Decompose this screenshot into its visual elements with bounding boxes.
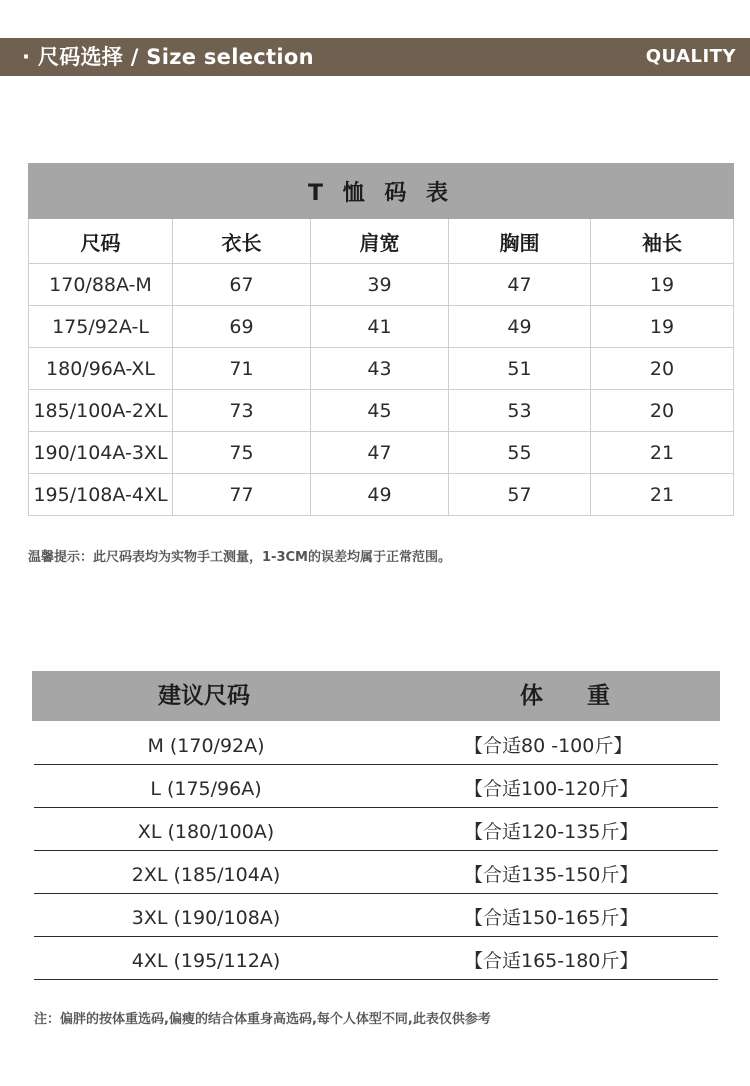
table-row (29, 432, 734, 474)
measurement-note: 温馨提示：此尺码表均为实物手工测量，1-3CM的误差均属于正常范围。 (28, 550, 451, 565)
cell-chest: 55 (449, 432, 591, 474)
cell-chest: 57 (449, 474, 591, 516)
list-item (34, 808, 718, 851)
header-sleeve: 袖长 (591, 219, 734, 264)
table-row (29, 474, 734, 516)
size-table-caption: T 恤 码 表 (29, 164, 734, 219)
cell-sleeve: 21 (591, 432, 734, 474)
recommend-size: L (175/96A) (150, 778, 262, 800)
cell-sleeve: 20 (591, 390, 734, 432)
list-item (34, 894, 718, 937)
cell-size: 180/96A-XL (29, 348, 173, 390)
recommend-weight: 【合适150-165斤】 (464, 907, 639, 929)
quality-label: QUALITY (645, 46, 736, 67)
cell-length: 71 (173, 348, 311, 390)
cell-shoulder: 45 (311, 390, 449, 432)
cell-sleeve: 19 (591, 306, 734, 348)
cell-sleeve: 19 (591, 264, 734, 306)
list-item (34, 722, 718, 765)
weight-note: 注：偏胖的按体重选码,偏瘦的结合体重身高选码,每个人体型不同,此表仅供参考 (34, 1012, 491, 1027)
cell-chest: 49 (449, 306, 591, 348)
cell-size: 185/100A-2XL (29, 390, 173, 432)
recommend-size: 2XL (185/104A) (131, 864, 281, 886)
table-row (29, 264, 734, 306)
cell-sleeve: 20 (591, 348, 734, 390)
cell-shoulder: 39 (311, 264, 449, 306)
header-shoulder: 肩宽 (311, 219, 449, 264)
cell-length: 73 (173, 390, 311, 432)
recommend-size: 3XL (190/108A) (131, 907, 281, 929)
cell-sleeve: 21 (591, 474, 734, 516)
header-length: 衣长 (173, 219, 311, 264)
recommend-size: XL (180/100A) (137, 821, 275, 843)
cell-shoulder: 47 (311, 432, 449, 474)
size-table-header-row (29, 219, 734, 264)
recommend-weight: 【合适80 -100斤】 (464, 735, 633, 757)
cell-length: 67 (173, 264, 311, 306)
cell-size: 170/88A-M (29, 264, 173, 306)
cell-length: 77 (173, 474, 311, 516)
list-item (34, 851, 718, 894)
cell-size: 175/92A-L (29, 306, 173, 348)
table-row (29, 390, 734, 432)
recommend-weight: 【合适100-120斤】 (464, 778, 639, 800)
cell-size: 195/108A-4XL (29, 474, 173, 516)
recommend-weight: 【合适120-135斤】 (464, 821, 639, 843)
list-item (34, 765, 718, 808)
header-chest: 胸围 (449, 219, 591, 264)
recommend-weight: 【合适135-150斤】 (464, 864, 639, 886)
recommend-table (34, 722, 718, 980)
recommend-size: 4XL (195/112A) (131, 950, 281, 972)
recommend-table-header (32, 671, 720, 721)
cell-size: 190/104A-3XL (29, 432, 173, 474)
banner-title: · 尺码选择 / Size selection (22, 45, 314, 69)
table-row (29, 348, 734, 390)
list-item (34, 937, 718, 980)
cell-chest: 53 (449, 390, 591, 432)
recommend-size: M (170/92A) (147, 735, 265, 757)
tshirt-size-table (28, 163, 734, 516)
cell-shoulder: 43 (311, 348, 449, 390)
cell-chest: 51 (449, 348, 591, 390)
cell-length: 75 (173, 432, 311, 474)
header-size: 尺码 (29, 219, 173, 264)
table-row (29, 306, 734, 348)
cell-chest: 47 (449, 264, 591, 306)
recommend-weight: 【合适165-180斤】 (464, 950, 639, 972)
cell-shoulder: 41 (311, 306, 449, 348)
size-selection-banner (0, 38, 750, 76)
recommend-header-weight: 体 重 (519, 683, 610, 709)
cell-shoulder: 49 (311, 474, 449, 516)
recommend-header-size: 建议尺码 (158, 683, 250, 709)
cell-length: 69 (173, 306, 311, 348)
